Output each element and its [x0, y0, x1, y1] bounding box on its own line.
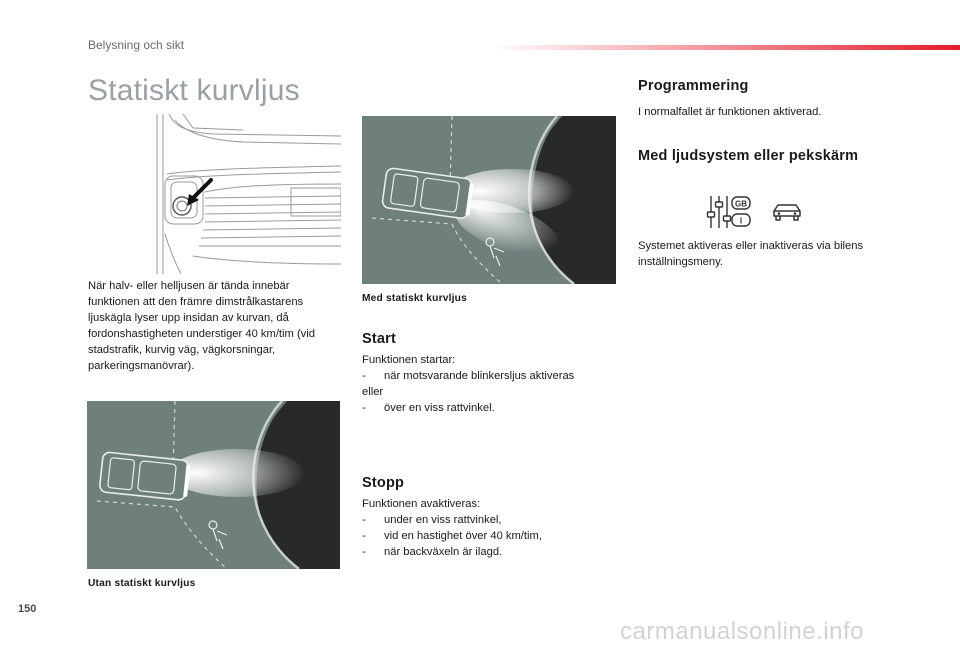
- header-accent-bar: [490, 45, 960, 50]
- settings-sliders-gb-icon: [706, 194, 752, 230]
- list-dash: -: [362, 546, 366, 558]
- stop-item-3: när backväxeln är ilagd.: [384, 546, 503, 558]
- caption-with-cornering-light: Med statiskt kurvljus: [362, 293, 467, 304]
- list-item: [362, 528, 612, 544]
- scene-with-cornering-light: [362, 116, 616, 284]
- page-number: 150: [18, 603, 37, 615]
- list-item: [362, 400, 612, 416]
- stop-heading: Stopp: [362, 475, 405, 491]
- section-header: Belysning och sikt: [88, 38, 185, 52]
- start-or: eller: [362, 386, 384, 398]
- programming-heading: Programmering: [638, 78, 749, 94]
- stop-list: [362, 512, 612, 560]
- start-list-2: [362, 400, 612, 416]
- intro-paragraph: När halv- eller helljusen är tända innebär funktionen att den främre dimstrålkastarens ljuskägla lyser upp insidan av kurvan, då fordonshastigheten understiger 40 km/tim (vid stadstrafik, kurvig väg, vägkorsningar, parkeringsmanövrar).: [88, 280, 315, 372]
- caption-without-cornering-light: Utan statiskt kurvljus: [88, 578, 196, 589]
- audio-touchscreen-text: Systemet aktiveras eller inaktiveras via bilens inställningsmeny.: [638, 240, 864, 268]
- list-item: [362, 544, 612, 560]
- programming-text: I normalfallet är funktionen aktiverad.: [638, 106, 822, 118]
- list-dash: -: [362, 514, 366, 526]
- bumper-fog-light-illustration: [153, 114, 341, 274]
- list-item: [362, 512, 612, 528]
- scene-without-cornering-light: [87, 401, 340, 569]
- start-list: [362, 368, 612, 384]
- car-icon: [770, 200, 804, 224]
- page-title: Statiskt kurvljus: [88, 74, 300, 107]
- start-item-1: när motsvarande blinkersljus aktiveras: [384, 370, 575, 382]
- list-item: [362, 368, 612, 384]
- start-body: [362, 352, 612, 416]
- start-item-2: över en viss rattvinkel.: [384, 402, 495, 414]
- audio-touchscreen-heading: Med ljudsystem eller pekskärm: [638, 148, 859, 164]
- start-lead: Funktionen startar:: [362, 354, 456, 366]
- list-dash: -: [362, 402, 366, 414]
- list-dash: -: [362, 370, 366, 382]
- stop-item-1: under en viss rattvinkel,: [384, 514, 502, 526]
- list-dash: -: [362, 530, 366, 542]
- stop-body: [362, 496, 612, 560]
- stop-item-2: vid en hastighet över 40 km/tim,: [384, 530, 542, 542]
- icon-badge-i: I: [739, 216, 743, 226]
- icon-badge-gb: GB: [735, 199, 747, 209]
- start-heading: Start: [362, 331, 397, 347]
- watermark: carmanualsonline.info: [620, 618, 864, 645]
- stop-lead: Funktionen avaktiveras:: [362, 498, 481, 510]
